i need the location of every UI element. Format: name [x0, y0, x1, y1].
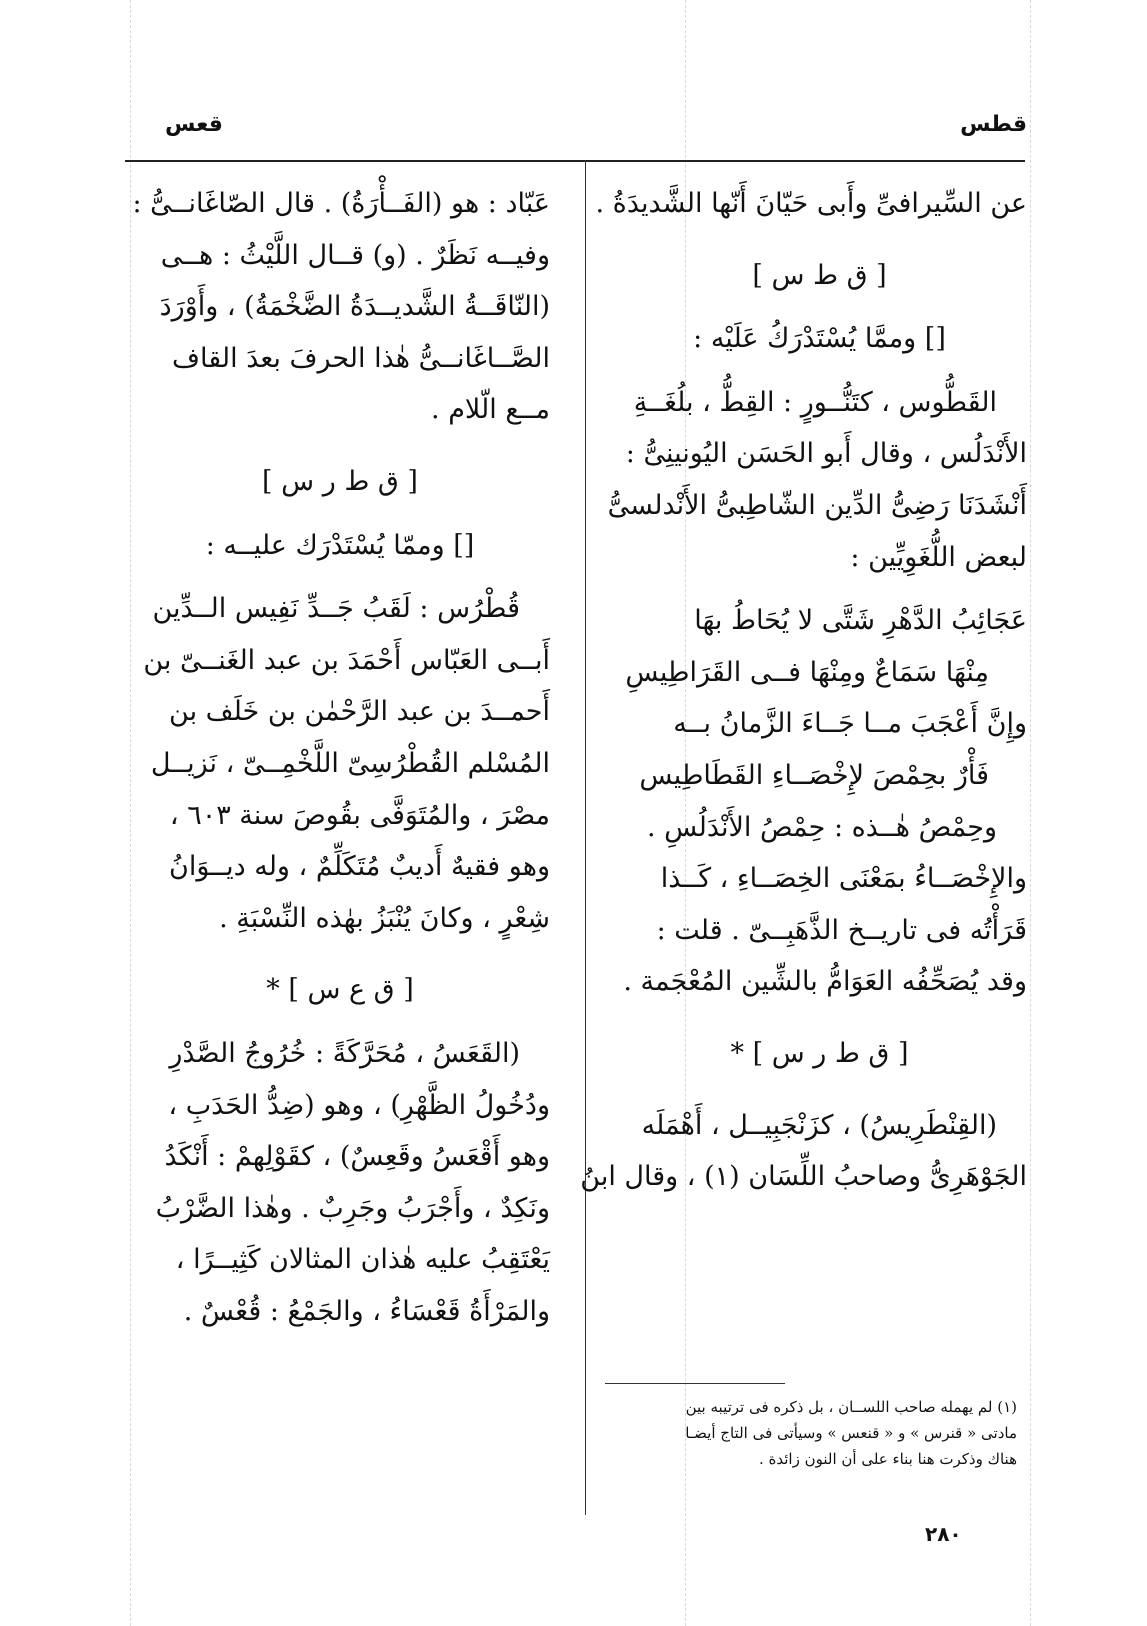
- text-line: (القِنْطَرِيسُ) ، كزَنْجَبِيــل ، أَهْمَلَه: [641, 1109, 997, 1141]
- verse-line: فَأْرٌ بحِمْصَ لإِخْصَــاءِ القَطَاطِيس: [639, 759, 989, 791]
- entry-heading: [ ق ط س ]: [752, 259, 887, 291]
- text-line: قُطْرُس : لَقَبُ جَــدِّ نَفِيس الــدِّين: [152, 593, 520, 625]
- text-line: ونَكِدٌ ، وأَجْرَبُ وجَرِبٌ . وهٰذا الضَّرْبُ: [155, 1192, 550, 1224]
- right-column: [580, 178, 1027, 1203]
- footnote: [592, 1394, 1017, 1472]
- text-line: وهو فقيهٌ أَديبٌ مُتَكَلِّمٌ ، وله ديــوَانُ: [169, 851, 550, 883]
- verse-line: وإِنَّ أَعْجَبَ مــا جَــاءَ الزَّمانُ بــه: [673, 708, 1027, 740]
- footnote-line: هناك وذكرت هنا بناء على أن النون زائدة .: [758, 1450, 1017, 1468]
- text-line: يَعْتَقِبُ عليه هٰذان المثالان كَثِيــرًا ،: [175, 1244, 550, 1276]
- text-line: مصْرَ ، والمُتَوَفَّى بقُوصَ سنة ٦٠٣ ،: [169, 799, 550, 831]
- text-line: وقد يُصَحِّفُه العَوَامُّ بالشِّين المُعْجَمة .: [623, 966, 1027, 998]
- text-line: أَبــى العَبّاس أَحْمَدَ بن عبد الغَنــىّ بن: [143, 644, 550, 676]
- verse-line: مِنْهَا سَمَاعٌ ومِنْهَا فــى القَرَاطِيسِ: [625, 656, 989, 688]
- footnote-line: مادتى « قنرس » و « قنعس » وسيأتى فى التاج أيضـا: [685, 1424, 1017, 1442]
- text-line: مــع الّلام .: [431, 394, 550, 426]
- text-line: عن السِّيرافىِّ وأَبى حَيّانَ أَنّها الشَّديدَةُ .: [595, 188, 1027, 219]
- supplement-note: [] وممّا يُسْتَدْرَك عليــه :: [205, 529, 475, 561]
- entry-heading: [ ق ع س ] *: [266, 974, 414, 1006]
- scan-guide-line: [1030, 0, 1031, 1626]
- text-line: وفيــه نَظَرٌ . (و) قــال اللَّيْثُ : هــى: [160, 239, 550, 271]
- text-line: الأَنْدَلُس ، وقال أَبو الحَسَن اليُونينِىُّ :: [625, 438, 1027, 470]
- text-line: أَحمــدَ بن عبد الرَّحْمٰن بن خَلَف بن: [169, 696, 550, 728]
- verse-line: عَجَائِبُ الدَّهْرِ شَتَّى لا يُحَاطُ بهَا: [694, 605, 1027, 637]
- header-rule: [125, 160, 1025, 162]
- text-line: عَبّاد : هو (الفَــأْرَةُ) . قال الصّاغَانــىُّ :: [132, 188, 550, 219]
- text-line: شِعْرٍ ، وكانَ يُنْبَزُ بهٰذه النِّسْبَةِ .: [219, 902, 550, 934]
- text-line: (القَعَسُ ، مُحَرَّكَةً : خُرُوجُ الصَّدْرِ: [169, 1037, 520, 1069]
- footnote-rule: [605, 1383, 785, 1384]
- text-line: وحِمْصُ هٰــذه : حِمْصُ الأَنْدَلُسِ .: [647, 811, 997, 843]
- entry-heading: [ ق ط ر س ] *: [730, 1037, 909, 1069]
- running-header-left: قعس: [165, 112, 223, 137]
- left-column: [130, 178, 550, 1337]
- text-line: المُسْلم القُطْرُسِىّ اللَّخْمِــىّ ، نَزيــل: [150, 747, 550, 779]
- text-line: والمَرْأَةُ قَعْسَاءُ ، والجَمْعُ : قُعْسٌ .: [183, 1295, 550, 1327]
- text-line: أَنْشَدَنَا رَضِىُّ الدِّين الشّاطِبىُّ الأَنْدلسىُّ: [607, 489, 1027, 521]
- text-line: لبعض اللُّغَوِيِّين :: [850, 541, 1027, 573]
- text-line: قَرَأْتُه فى تاريــخ الذَّهَبِــىّ . قلت :: [656, 914, 1027, 946]
- entry-heading: [ ق ط ر س ]: [262, 465, 418, 497]
- text-line: القَطُّوس ، كتَنُّــورٍ : القِطُّ ، بلُغَــةِ: [633, 386, 997, 418]
- running-header-right: قطس: [960, 112, 1027, 137]
- column-divider: [585, 160, 586, 1515]
- page-number: ٢٨٠: [925, 1522, 962, 1546]
- supplement-note: [] وممَّا يُسْتَدْرَكُ عَلَيْه :: [693, 323, 946, 355]
- footnote-line: (١) لم يهمله صاحب اللســان ، بل ذكره فى ترتيبه بين: [685, 1398, 1017, 1416]
- text-line: الجَوْهَرِىُّ وصاحبُ اللِّسَان (١) ، وقال ابنُ: [580, 1161, 1027, 1193]
- text-line: ودُخُولُ الظَّهْرِ) ، وهو (ضِدُّ الحَدَبِ ،: [168, 1089, 550, 1121]
- text-line: (النّاقَــةُ الشَّديــدَةُ الضَّخْمَةُ) ، وأَوْرَدَ: [159, 291, 550, 323]
- text-line: وهو أَقْعَسُ وقَعِسٌ) ، كقَوْلِهمْ : أَنْكَدُ: [164, 1141, 550, 1173]
- text-line: الصَّــاغَانــىُّ هٰذا الحرفَ بعدَ القاف: [172, 342, 550, 374]
- text-line: والإِخْصَــاءُ بمَعْنَى الخِصَــاءِ ، كَــذا: [660, 863, 1027, 895]
